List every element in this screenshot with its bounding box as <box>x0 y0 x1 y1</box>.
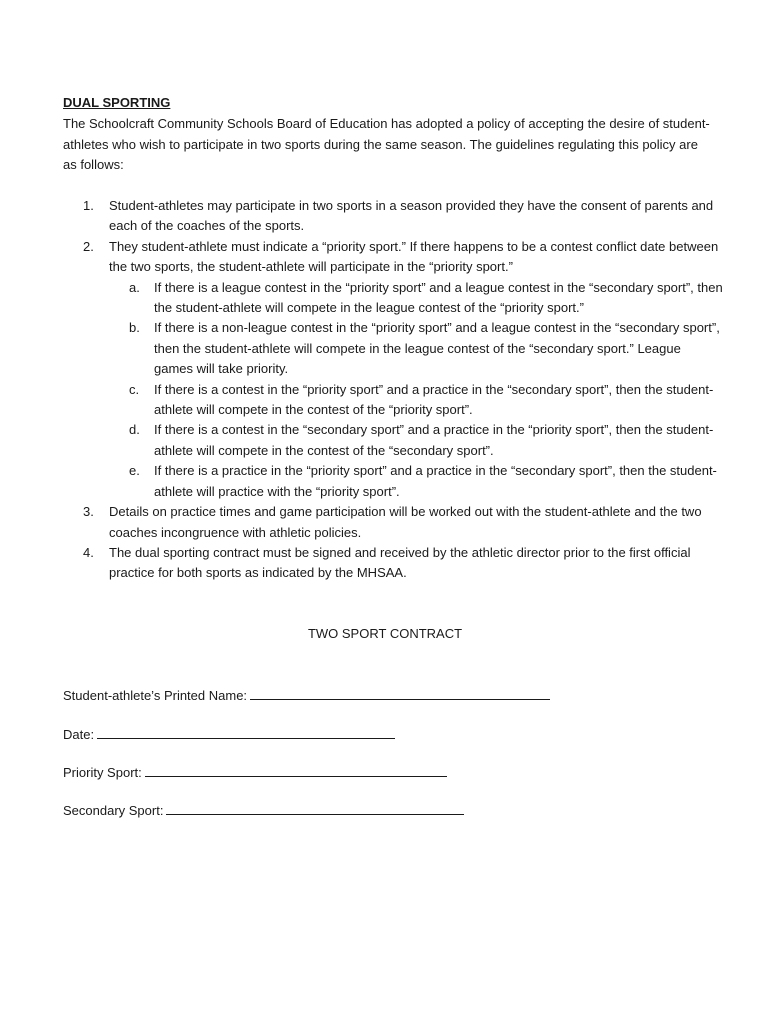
sub-list-item <box>63 278 723 319</box>
sub-list-item <box>63 461 723 502</box>
sub-item-text: If there is a non-league contest in the “priority sport” and a league contest in the “secondary sport”, then the student-athlete will compete in the league contest of the “secondary sport.” League games will take priority. <box>154 320 720 377</box>
sub-list-item <box>63 420 723 461</box>
sub-item-letter: a. <box>129 279 140 295</box>
date-field <box>63 725 395 744</box>
document-heading: DUAL SPORTING <box>63 95 171 110</box>
contract-title: TWO SPORT CONTRACT <box>307 626 463 641</box>
sub-item-text: If there is a league contest in the “priority sport” and a league contest in the “secondary sport”, then the student-athlete will compete in the league contest of the “priority sport.” <box>154 279 723 316</box>
list-item-number: 1. <box>83 198 94 213</box>
sub-item-letter: d. <box>129 422 140 438</box>
printed-name-field <box>63 686 550 705</box>
priority-sport-line[interactable] <box>145 763 447 777</box>
list-item-number: 4. <box>83 544 94 560</box>
sub-item-letter: e. <box>129 463 140 479</box>
sub-item-text: If there is a contest in the “secondary sport” and a practice in the “priority sport”, then the student-athlete will compete in the contest of the “secondary sport”. <box>154 422 714 458</box>
sub-item-letter: b. <box>129 320 140 336</box>
printed-name-line[interactable] <box>250 686 550 700</box>
intro-paragraph: The Schoolcraft Community Schools Board of Education has adopted a policy of accepting the desire of student-athletes who wish to participate in two sports during the same season. The guidelines regulating this policy are as follows: <box>63 116 710 172</box>
sub-item-text: If there is a contest in the “priority sport” and a practice in the “secondary sport”, then the student-athlete will compete in the contest of the “priority sport”. <box>154 381 714 418</box>
list-item-text: The dual sporting contract must be signed and received by the athletic director prior to the first official practice for both sports as indicated by the MHSAA. <box>109 544 691 581</box>
secondary-sport-line[interactable] <box>166 801 464 815</box>
sub-list-item <box>63 318 723 379</box>
list-item-text: Details on practice times and game participation will be worked out with the student-athlete and the two coaches incongruence with athletic policies. <box>109 504 702 540</box>
sub-item-text: If there is a practice in the “priority sport” and a practice in the “secondary sport”, then the student-athlete will practice with the “priority sport”. <box>154 463 717 499</box>
list-item <box>63 196 723 237</box>
list-item <box>63 237 723 278</box>
list-item <box>63 543 723 584</box>
sub-list-item <box>63 380 723 421</box>
list-item <box>63 502 723 543</box>
list-item-text: Student-athletes may participate in two sports in a season provided they have the consent of parents and each of the coaches of the sports. <box>109 198 714 234</box>
guidelines-list <box>63 196 723 584</box>
printed-name-label: Student-athlete’s Printed Name: <box>63 688 248 703</box>
date-line[interactable] <box>97 725 395 739</box>
priority-sport-field <box>63 763 447 782</box>
sub-item-letter: c. <box>129 381 140 397</box>
list-item-number: 3. <box>83 504 94 520</box>
list-item-number: 2. <box>83 238 94 254</box>
secondary-sport-field <box>63 801 464 820</box>
priority-sport-label: Priority Sport: <box>63 765 142 780</box>
secondary-sport-label: Secondary Sport: <box>63 803 164 818</box>
date-label: Date: <box>63 727 95 742</box>
list-item-text: They student-athlete must indicate a “priority sport.” If there happens to be a contest conflict date between the two sports, the student-athlete will participate in the “priority sport.” <box>109 238 719 275</box>
